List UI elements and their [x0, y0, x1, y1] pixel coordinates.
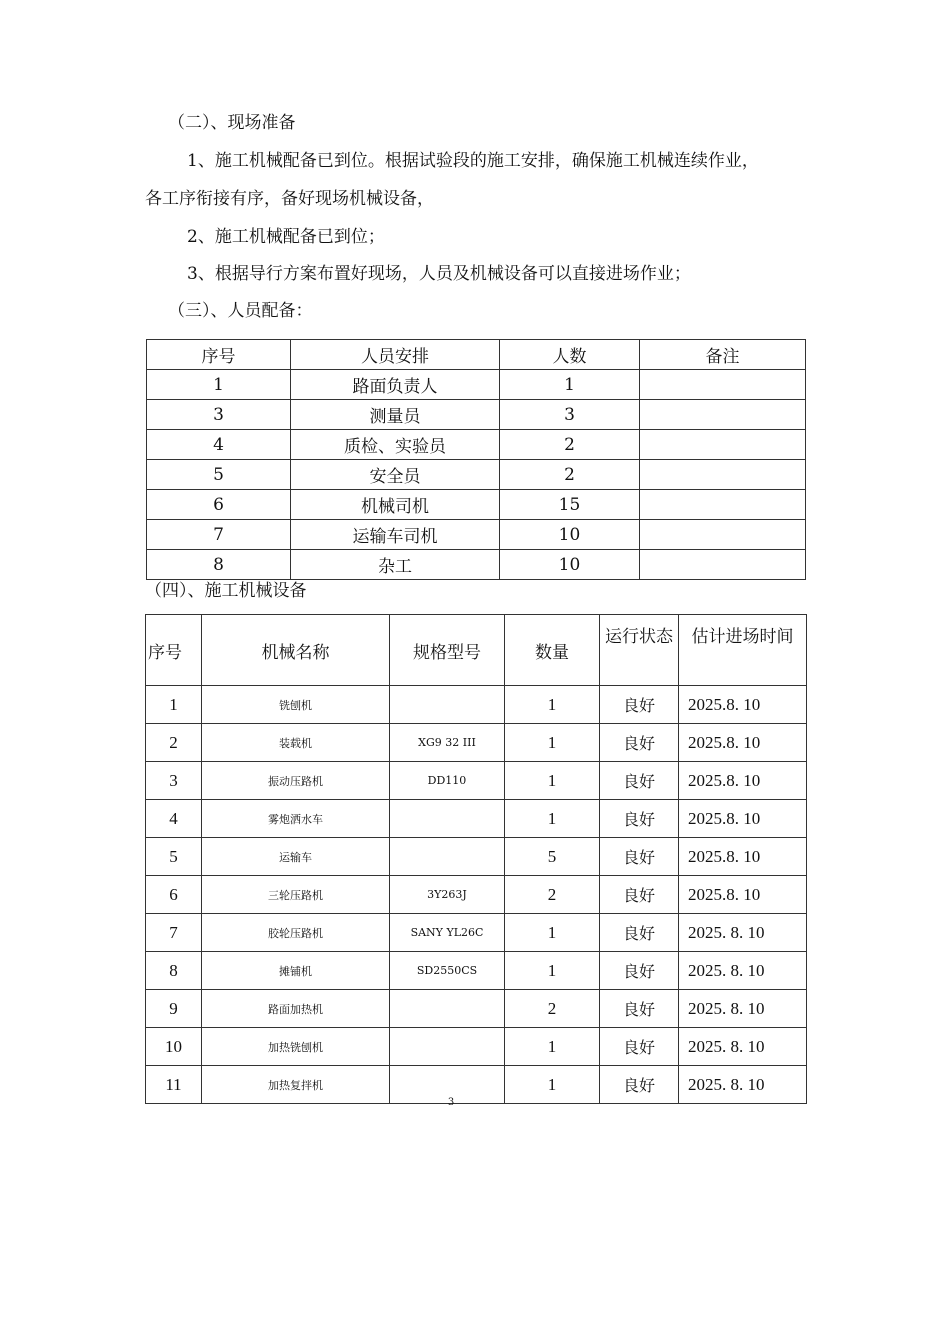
table-cell: 良好 [600, 876, 679, 914]
column-header: 机械名称 [202, 615, 390, 686]
table-cell: 5 [146, 838, 202, 876]
staff-table-header-row [147, 340, 806, 370]
table-cell [640, 460, 806, 490]
table-cell [640, 550, 806, 580]
paragraph-2: 2、施工机械配备已到位； [187, 227, 385, 247]
section-3-heading: （三）、人员配备： [168, 301, 313, 321]
table-cell: 良好 [600, 762, 679, 800]
table-row [146, 724, 807, 762]
table-cell: 10 [500, 520, 640, 550]
table-cell: 2 [505, 876, 600, 914]
table-cell: 良好 [600, 686, 679, 724]
table-cell: 6 [146, 876, 202, 914]
table-row [146, 876, 807, 914]
table-cell: 7 [147, 520, 291, 550]
table-cell: 1 [505, 686, 600, 724]
table-cell: 10 [146, 1028, 202, 1066]
table-cell: 1 [505, 1066, 600, 1104]
table-row [147, 520, 806, 550]
table-cell: 5 [147, 460, 291, 490]
table-cell: 2025. 8. 10 [679, 952, 807, 990]
table-cell: 3Y263J [390, 876, 505, 914]
page-number: 3 [447, 1097, 455, 1108]
table-cell [640, 520, 806, 550]
table-cell: 振动压路机 [202, 762, 390, 800]
table-cell: 7 [146, 914, 202, 952]
table-cell: 2025. 8. 10 [679, 914, 807, 952]
equipment-table [145, 614, 807, 1104]
table-cell: 良好 [600, 952, 679, 990]
table-cell: 质检、实验员 [291, 430, 500, 460]
table-cell: 摊铺机 [202, 952, 390, 990]
table-row [146, 838, 807, 876]
column-header: 估计进场时间 [679, 615, 807, 686]
table-cell: 2025. 8. 10 [679, 1066, 807, 1104]
table-cell [390, 990, 505, 1028]
table-cell: DD110 [390, 762, 505, 800]
table-cell: 运输车 [202, 838, 390, 876]
table-cell: 良好 [600, 800, 679, 838]
table-cell: 3 [146, 762, 202, 800]
table-cell: 1 [146, 686, 202, 724]
table-row [147, 370, 806, 400]
table-cell [640, 370, 806, 400]
table-cell: 加热复拌机 [202, 1066, 390, 1104]
table-cell: 9 [146, 990, 202, 1028]
table-cell [640, 490, 806, 520]
column-header: 序号 [147, 340, 291, 370]
paragraph-3: 3、根据导行方案布置好现场，人员及机械设备可以直接进场作业； [187, 264, 691, 284]
table-cell: 8 [147, 550, 291, 580]
table-row [147, 430, 806, 460]
table-cell: 6 [147, 490, 291, 520]
equipment-table-header-row [146, 615, 807, 686]
table-cell: 良好 [600, 914, 679, 952]
table-cell [390, 800, 505, 838]
column-header: 运行状态 [600, 615, 679, 686]
table-cell: 三轮压路机 [202, 876, 390, 914]
table-cell: XG9 32 III [390, 724, 505, 762]
table-cell: 5 [505, 838, 600, 876]
table-cell: 11 [146, 1066, 202, 1104]
table-cell: 路面负责人 [291, 370, 500, 400]
column-header: 序号 [146, 615, 202, 686]
table-cell: 1 [505, 800, 600, 838]
table-cell: 3 [500, 400, 640, 430]
table-cell: 4 [147, 430, 291, 460]
table-cell [390, 1028, 505, 1066]
table-row [147, 550, 806, 580]
table-cell: 机械司机 [291, 490, 500, 520]
table-row [146, 762, 807, 800]
table-cell: 1 [505, 762, 600, 800]
table-row [146, 914, 807, 952]
table-cell: 运输车司机 [291, 520, 500, 550]
table-cell: 2025. 8. 10 [679, 1028, 807, 1066]
table-cell: 杂工 [291, 550, 500, 580]
table-row [146, 990, 807, 1028]
table-cell: 良好 [600, 1066, 679, 1104]
table-cell: 2025.8. 10 [679, 724, 807, 762]
table-cell: 8 [146, 952, 202, 990]
table-cell: 良好 [600, 838, 679, 876]
table-cell: 3 [147, 400, 291, 430]
paragraph-1-line-2: 各工序衔接有序，备好现场机械设备， [145, 189, 434, 209]
column-header: 规格型号 [390, 615, 505, 686]
table-cell: 1 [505, 952, 600, 990]
section-2-heading: （二）、现场准备 [168, 113, 296, 133]
table-row [146, 952, 807, 990]
table-cell: SD2550CS [390, 952, 505, 990]
table-cell: 良好 [600, 724, 679, 762]
table-row [147, 400, 806, 430]
staff-table [146, 339, 806, 580]
table-cell [640, 400, 806, 430]
paragraph-1-line-1: 1、施工机械配备已到位。根据试验段的施工安排，确保施工机械连续作业， [187, 151, 759, 171]
table-cell: 1 [505, 724, 600, 762]
table-cell: 2 [500, 430, 640, 460]
column-header: 人数 [500, 340, 640, 370]
table-row [147, 460, 806, 490]
table-cell: 2025.8. 10 [679, 686, 807, 724]
table-cell [390, 686, 505, 724]
column-header: 人员安排 [291, 340, 500, 370]
table-cell: 良好 [600, 990, 679, 1028]
table-cell: 安全员 [291, 460, 500, 490]
table-cell: SANY YL26C [390, 914, 505, 952]
table-row [146, 800, 807, 838]
table-cell: 2025.8. 10 [679, 800, 807, 838]
table-cell: 2025.8. 10 [679, 838, 807, 876]
table-cell: 测量员 [291, 400, 500, 430]
table-cell: 装载机 [202, 724, 390, 762]
table-cell: 1 [505, 1028, 600, 1066]
column-header: 备注 [640, 340, 806, 370]
table-cell [640, 430, 806, 460]
table-cell: 10 [500, 550, 640, 580]
table-cell: 加热铣刨机 [202, 1028, 390, 1066]
column-header: 数量 [505, 615, 600, 686]
table-cell: 铣刨机 [202, 686, 390, 724]
table-cell: 2025. 8. 10 [679, 990, 807, 1028]
table-cell: 良好 [600, 1028, 679, 1066]
table-cell: 1 [505, 914, 600, 952]
table-cell [390, 838, 505, 876]
section-4-heading: （四）、施工机械设备 [145, 581, 307, 601]
table-cell: 1 [147, 370, 291, 400]
table-cell: 雾炮洒水车 [202, 800, 390, 838]
table-cell: 胶轮压路机 [202, 914, 390, 952]
table-cell: 2025.8. 10 [679, 876, 807, 914]
table-cell: 15 [500, 490, 640, 520]
table-row [146, 1028, 807, 1066]
table-cell: 2025.8. 10 [679, 762, 807, 800]
table-cell: 2 [146, 724, 202, 762]
table-row [147, 490, 806, 520]
table-cell: 2 [500, 460, 640, 490]
table-cell: 2 [505, 990, 600, 1028]
table-cell: 4 [146, 800, 202, 838]
table-cell: 路面加热机 [202, 990, 390, 1028]
table-row [146, 686, 807, 724]
table-cell: 1 [500, 370, 640, 400]
